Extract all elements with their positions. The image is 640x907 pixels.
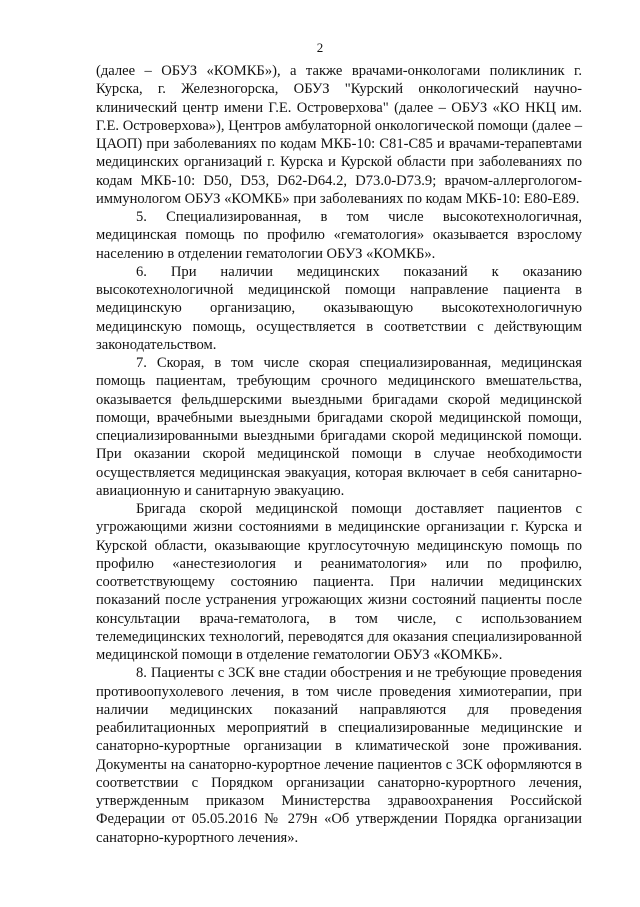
paragraph-7-emergency-care: 7. Скорая, в том числе скорая специализированная, медицинская помощь пациентам, требующим срочного медицинского вмешательства, оказывается фельдшерскими выездными бригадами скорой медицинской помощи, врачебными выездными бригадами скорой медицинской помощи, специализированными выездными бригадами скорой медицинской помощи. При оказании скорой медицинской помощи в случае необходимости осуществляется медицинская эвакуация, которая включает в себя санитарно-авиационную и санитарную эвакуацию. [96, 355, 582, 499]
page-number: 2 [316, 40, 324, 55]
paragraph-5-specialized-care: 5. Специализированная, в том числе высокотехнологичная, медицинская помощь по профилю «гематология» оказывается взрослому населению в отделении гематологии ОБУЗ «КОМКБ». [96, 209, 582, 262]
paragraph-continuation: (далее – ОБУЗ «КОМКБ»), а также врачами-онкологами поликлиник г. Курска, г. Железногорска, ОБУЗ "Курский онкологический научно-клинический центр имени Г.Е. Островерхова" (далее – ОБУЗ «КО НКЦ им. Г.Е. Островерхова»), Центров амбулаторной онкологической помощи (далее – ЦАОП) при заболеваниях по кодам МКБ-10: С81-С85 и врачами-терапевтами медицинских организаций г. Курска и Курской области при заболеваниях по кодам МКБ-10: D50, D53, D62-D64.2, D73.0-D73.9; врачом-аллергологом-иммунологом ОБУЗ «КОМКБ» при заболеваниях по кодам МКБ-10: Е80-Е89. [96, 63, 582, 207]
paragraph-ambulance-team: Бригада скорой медицинской помощи доставляет пациентов с угрожающими жизни состояниями в медицинские организации г. Курска и Курской области, оказывающие круглосуточную медицинскую помощь по профилю «анестезиология и реаниматология» или по профилю, соответствующему состоянию пациента. При наличии медицинских показаний после устранения угрожающих жизни состояний пациенты после консультации врача-гематолога, в том числе, с использованием телемедицинских технологий, переводятся для оказания специализированной медицинской помощи в отделение гематологии ОБУЗ «КОМКБ». [96, 501, 582, 663]
document-body [96, 62, 582, 847]
paragraph-6-high-tech-care: 6. При наличии медицинских показаний к оказанию высокотехнологичной медицинской помощи направление пациента в медицинскую организацию, оказывающую высокотехнологичную медицинскую помощь, осуществляется в соответствии с действующим законодательством. [96, 263, 582, 353]
paragraph-8-rehabilitation: 8. Пациенты с ЗСК вне стадии обострения и не требующие проведения противоопухолевого лечения, в том числе проведения химиотерапии, при наличии медицинских показаний направляются для проведения реабилитационных мероприятий в специализированные медицинские и санаторно-курортные организации в климатической зоне проживания. Документы на санаторно-курортное лечение пациентов с ЗСК оформляются в соответствии с Порядком организации санаторно-курортного лечения, утвержденным приказом Министерства здравоохранения Российской Федерации от 05.05.2016 № 279н «Об утверждении Порядка организации санаторно-курортного лечения». [96, 665, 582, 846]
